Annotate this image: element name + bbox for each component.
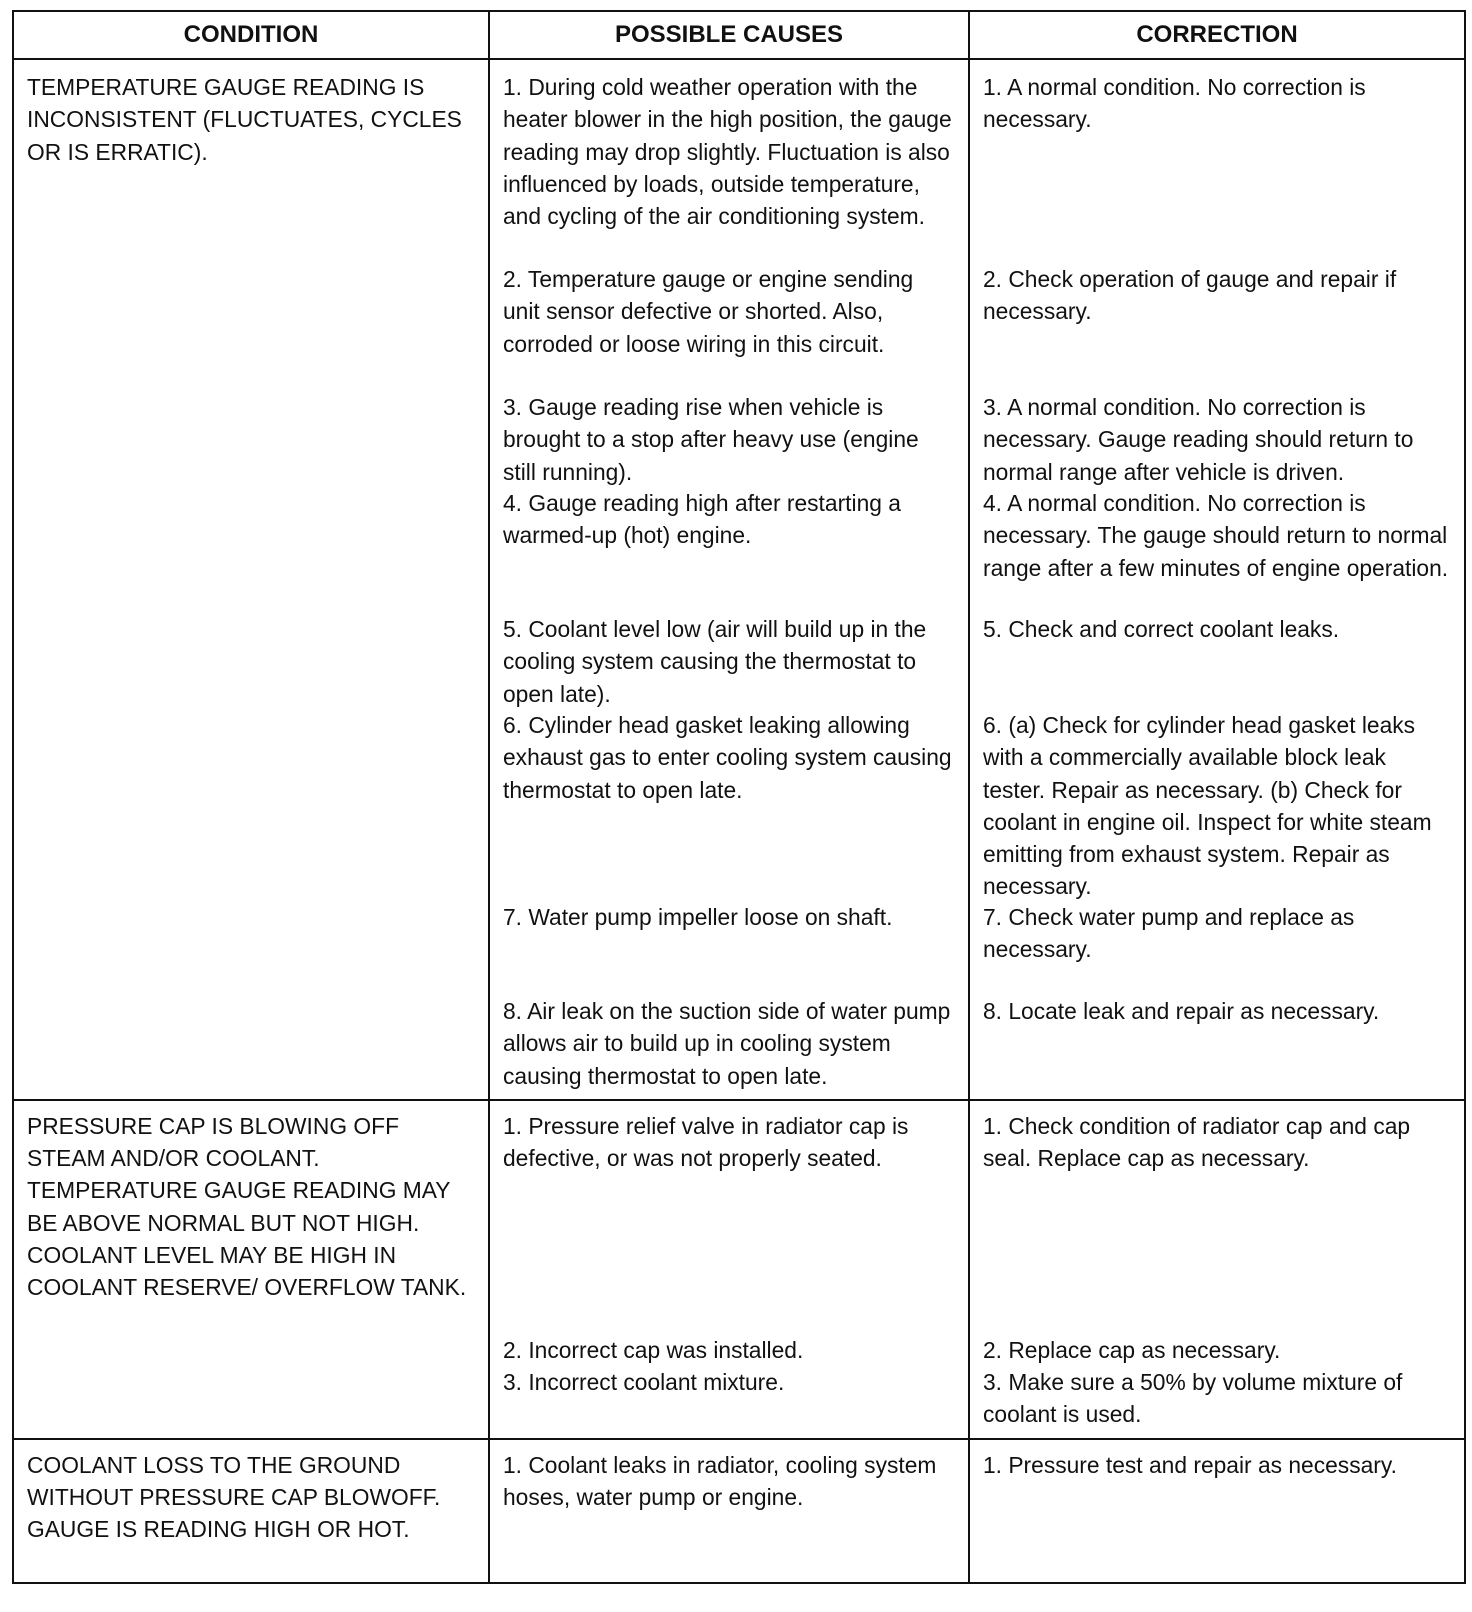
- cause-item: 3. Gauge reading rise when vehicle is brought to a stop after heavy use (engine still running).: [503, 394, 919, 485]
- cause-item: 2. Temperature gauge or engine sending unit sensor defective or shorted. Also, corroded or loose wiring in this circuit.: [503, 266, 914, 357]
- cause-item: 1. Pressure relief valve in radiator cap is defective, or was not properly seated.: [503, 1112, 909, 1172]
- causes-cell: [489, 1439, 969, 1583]
- table-row: [13, 59, 1465, 1100]
- correction-item: 8. Locate leak and repair as necessary.: [983, 998, 1380, 1024]
- correction-item: 1. Pressure test and repair as necessary.: [983, 1451, 1397, 1478]
- header-possible-causes: POSSIBLE CAUSES: [489, 11, 969, 59]
- diagnosis-table: [12, 10, 1466, 1584]
- condition-cell: [13, 1100, 489, 1439]
- header-correction: CORRECTION: [969, 11, 1465, 59]
- condition-text: COOLANT LOSS TO THE GROUND WITHOUT PRESSURE CAP BLOWOFF. GAUGE IS READING HIGH OR HOT.: [27, 1451, 441, 1543]
- correction-cell: [969, 1100, 1465, 1439]
- correction-item: 3. Make sure a 50% by volume mixture of coolant is used.: [983, 1369, 1403, 1428]
- cause-item: 1. During cold weather operation with the heater blower in the high position, the gauge reading may drop slightly. Fluctuation is also influenced by loads, outside temperature, and cycling of the air conditioning system.: [503, 74, 952, 230]
- correction-item: 7. Check water pump and replace as necessary.: [983, 904, 1355, 963]
- header-condition: CONDITION: [13, 11, 489, 59]
- correction-cell: [969, 59, 1465, 1100]
- causes-cell: [489, 1100, 969, 1439]
- condition-cell: [13, 1439, 489, 1583]
- correction-item: 6. (a) Check for cylinder head gasket leaks with a commercially available block leak tester. Repair as necessary. (b) Check for coolant in engine oil. Inspect for white steam emitting from exhaust system. Repair as necessary.: [983, 712, 1432, 900]
- condition-text: PRESSURE CAP IS BLOWING OFF STEAM AND/OR COOLANT. TEMPERATURE GAUGE READING MAY BE ABOVE NORMAL BUT NOT HIGH. COOLANT LEVEL MAY BE HIGH IN COOLANT RESERVE/ OVERFLOW TANK.: [27, 1112, 467, 1301]
- cause-item: 7. Water pump impeller loose on shaft.: [503, 904, 893, 930]
- cause-item: 4. Gauge reading high after restarting a warmed-up (hot) engine.: [503, 490, 901, 549]
- header-row: [13, 11, 1465, 59]
- correction-item: 4. A normal condition. No correction is necessary. The gauge should return to normal range after a few minutes of engine operation.: [983, 490, 1449, 581]
- table-row: [13, 1100, 1465, 1439]
- cause-item: 2. Incorrect cap was installed.: [503, 1336, 804, 1363]
- table-row: [13, 1439, 1465, 1583]
- cause-item: 8. Air leak on the suction side of water pump allows air to build up in cooling system causing thermostat to open late.: [503, 998, 951, 1089]
- causes-cell: [489, 59, 969, 1100]
- cause-item: 3. Incorrect coolant mixture.: [503, 1369, 785, 1396]
- correction-item: 1. A normal condition. No correction is necessary.: [983, 74, 1366, 133]
- correction-item: 5. Check and correct coolant leaks.: [983, 616, 1340, 642]
- cause-item: 5. Coolant level low (air will build up in the cooling system causing the thermostat to open late).: [503, 616, 927, 707]
- correction-cell: [969, 1439, 1465, 1583]
- cause-item: 6. Cylinder head gasket leaking allowing exhaust gas to enter cooling system causing thermostat to open late.: [503, 712, 952, 803]
- correction-item: 3. A normal condition. No correction is necessary. Gauge reading should return to normal range after vehicle is driven.: [983, 394, 1414, 485]
- condition-cell: [13, 59, 489, 1100]
- correction-item: 2. Replace cap as necessary.: [983, 1336, 1281, 1363]
- correction-item: 2. Check operation of gauge and repair if necessary.: [983, 266, 1397, 325]
- correction-item: 1. Check condition of radiator cap and cap seal. Replace cap as necessary.: [983, 1112, 1411, 1172]
- condition-text: TEMPERATURE GAUGE READING IS INCONSISTENT (FLUCTUATES, CYCLES OR IS ERRATIC).: [27, 74, 462, 165]
- cause-item: 1. Coolant leaks in radiator, cooling system hoses, water pump or engine.: [503, 1451, 937, 1511]
